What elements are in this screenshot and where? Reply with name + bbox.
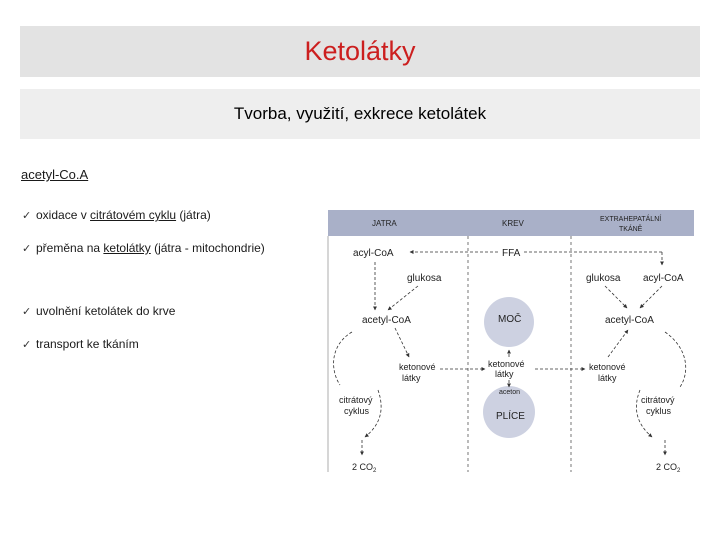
glukosa-right: glukosa (586, 273, 621, 284)
ketonove-left-1: ketonové (399, 362, 436, 372)
acyl-coa-left: acyl-CoA (353, 248, 394, 259)
citratovy-right-1: citrátový (641, 395, 675, 405)
moc-label: MOČ (498, 314, 522, 325)
bullet-text: transport ke tkáním (36, 337, 139, 351)
check-icon: ✓ (22, 243, 32, 255)
ketonove-left-2: látky (402, 373, 421, 383)
acetyl-coa-right: acetyl-CoA (605, 315, 654, 326)
bullet-text: uvolnění ketolátek do krve (36, 304, 176, 318)
section-heading: acetyl-Co.A (21, 167, 89, 182)
arrow-ketone-right-to-acetyl (608, 330, 628, 357)
bullet-text: (játra) (176, 208, 211, 222)
acetyl-coa-left: acetyl-CoA (362, 315, 411, 326)
header-tkane: TKÁNĚ (619, 226, 643, 233)
bullet-text: oxidace v (36, 208, 91, 222)
page-title: Ketolátky (304, 36, 416, 66)
ketonove-mid-2: látky (495, 369, 514, 379)
co2-right: 2 $CO_2$ (656, 462, 681, 474)
plice-label: PLÍCE (496, 411, 525, 422)
check-icon: ✓ (22, 339, 32, 351)
arrow-acyl-to-acetyl-right (640, 286, 662, 308)
citratovy-left-1: citrátový (339, 395, 373, 405)
citratovy-left-2: cyklus (344, 406, 370, 416)
aceton-label: aceton (499, 389, 521, 396)
check-icon: ✓ (22, 210, 32, 222)
arrow-glukosa-to-acetyl-left (388, 286, 418, 310)
citrate-cycle-left (334, 332, 382, 437)
ketonove-right-2: látky (598, 373, 617, 383)
bullet-text: přeměna na (36, 241, 104, 255)
bullet-link[interactable]: citrátovém cyklu (90, 208, 177, 222)
glukosa-left: glukosa (407, 273, 442, 284)
ketonove-right-1: ketonové (589, 362, 626, 372)
citrate-cycle-right (636, 332, 685, 437)
check-icon: ✓ (22, 306, 32, 318)
arrow-acetyl-to-ketone-left (395, 328, 409, 357)
header-extrahepatalni: EXTRAHEPATÁLNÍ (600, 216, 662, 223)
header-jatra: JATRA (372, 219, 397, 228)
bullet-link[interactable]: ketolátky (103, 241, 151, 255)
ffa-label: FFA (502, 248, 521, 259)
acyl-coa-right: acyl-CoA (643, 273, 684, 284)
ketonove-mid-1: ketonové (488, 359, 525, 369)
arrow-glukosa-to-acetyl-right (605, 286, 627, 308)
co2-left: 2 $CO_2$ (352, 462, 377, 474)
header-krev: KREV (502, 219, 524, 228)
page-subtitle: Tvorba, využití, exkrece ketolátek (233, 104, 487, 123)
bullet-text: (játra - mitochondrie) (150, 241, 265, 255)
citratovy-right-2: cyklus (646, 406, 672, 416)
